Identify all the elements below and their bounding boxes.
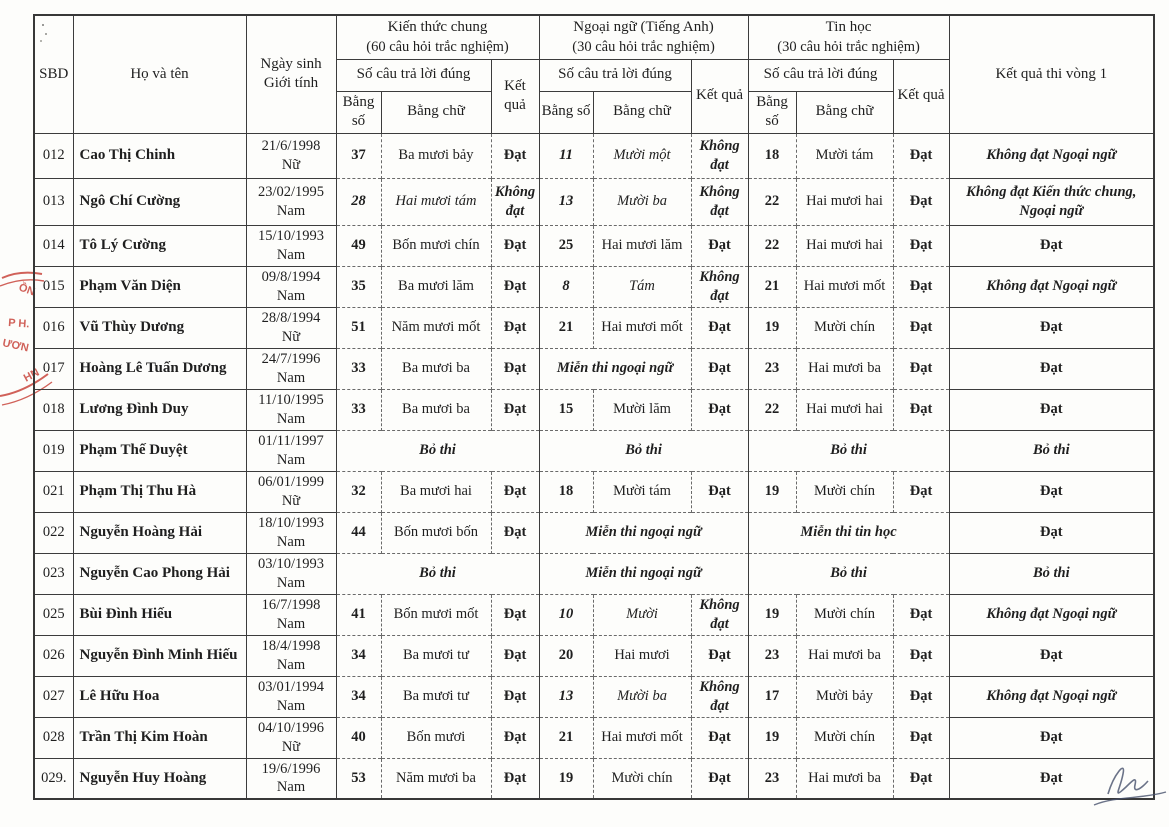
th-bang-chu: Hai mươi ba — [796, 758, 893, 799]
gender-value: Nam — [276, 202, 306, 219]
nn-bang-so-merged: Miễn thi ngoại ngữ — [539, 553, 748, 594]
table-row — [34, 133, 1154, 178]
table-row — [34, 594, 1154, 635]
dob-gender-cell — [246, 758, 336, 799]
dob-value: 04/10/1996 — [257, 720, 325, 737]
gender-value: Nam — [276, 246, 306, 263]
th-bang-so-merged: Bỏ thi — [748, 553, 949, 594]
nn-ket-qua: Đạt — [691, 471, 748, 512]
nn-bang-chu: Tám — [593, 266, 691, 307]
header-result: Kết quả — [893, 59, 949, 133]
ktc-bang-so: 33 — [336, 389, 381, 430]
header-group-informatics — [748, 15, 949, 59]
table-row — [34, 430, 1154, 471]
sbd-cell: 016 — [34, 307, 73, 348]
sbd-cell: 022 — [34, 512, 73, 553]
ktc-bang-chu: Ba mươi hai — [381, 471, 491, 512]
dob-value: 09/8/1994 — [261, 269, 321, 286]
gender-value: Nam — [276, 779, 306, 796]
ktc-bang-so: 35 — [336, 266, 381, 307]
nn-bang-chu: Hai mươi mốt — [593, 717, 691, 758]
candidate-name-cell: Phạm Văn Diện — [73, 266, 246, 307]
dob-value: 16/7/1998 — [261, 597, 321, 614]
ket-qua-vong-1: Đạt — [949, 635, 1154, 676]
nn-bang-chu: Mười — [593, 594, 691, 635]
nn-bang-so: 21 — [539, 717, 593, 758]
nn-bang-so: 20 — [539, 635, 593, 676]
header-result: Kết quả — [491, 59, 539, 133]
table-row — [34, 471, 1154, 512]
ktc-bang-chu: Ba mươi ba — [381, 389, 491, 430]
nn-ket-qua: Đạt — [691, 717, 748, 758]
dob-gender-cell — [246, 348, 336, 389]
nn-bang-so: 25 — [539, 225, 593, 266]
dob-gender-cell — [246, 178, 336, 225]
dob-gender-cell — [246, 389, 336, 430]
ktc-bang-chu: Bốn mươi chín — [381, 225, 491, 266]
candidate-name-cell: Trần Thị Kim Hoàn — [73, 717, 246, 758]
ktc-bang-chu: Hai mươi tám — [381, 178, 491, 225]
ktc-bang-chu: Ba mươi lăm — [381, 266, 491, 307]
results-table-body — [34, 133, 1154, 799]
th-ket-qua: Đạt — [893, 133, 949, 178]
th-bang-so: 23 — [748, 635, 796, 676]
nn-bang-so-merged: Bỏ thi — [539, 430, 748, 471]
nn-ket-qua: Không đạt — [691, 133, 748, 178]
nn-bang-so: 15 — [539, 389, 593, 430]
header-by-words: Bằng chữ — [381, 91, 491, 133]
dob-value: 21/6/1998 — [261, 138, 321, 155]
ktc-bang-so: 32 — [336, 471, 381, 512]
candidate-name-cell: Lê Hữu Hoa — [73, 676, 246, 717]
ktc-ket-qua: Đạt — [491, 266, 539, 307]
table-row — [34, 553, 1154, 594]
nn-ket-qua: Không đạt — [691, 266, 748, 307]
th-bang-so: 19 — [748, 717, 796, 758]
th-ket-qua: Đạt — [893, 348, 949, 389]
nn-ket-qua: Đạt — [691, 348, 748, 389]
group-title: Kiến thức chung — [387, 19, 488, 36]
dob-gender-cell — [246, 594, 336, 635]
dob-value: 03/10/1993 — [257, 556, 325, 573]
th-bang-chu: Hai mươi ba — [796, 635, 893, 676]
ktc-bang-chu: Ba mươi bảy — [381, 133, 491, 178]
candidate-name-cell: Tô Lý Cường — [73, 225, 246, 266]
ktc-ket-qua: Đạt — [491, 635, 539, 676]
nn-bang-so: 21 — [539, 307, 593, 348]
ket-qua-vong-1: Bỏ thi — [949, 553, 1154, 594]
dob-gender-cell — [246, 133, 336, 178]
sbd-cell: 027 — [34, 676, 73, 717]
ket-qua-vong-1: Không đạt Ngoại ngữ — [949, 594, 1154, 635]
ktc-bang-so: 37 — [336, 133, 381, 178]
gender-value: Nữ — [281, 156, 301, 173]
gender-value: Nam — [276, 369, 306, 386]
sbd-cell: 025 — [34, 594, 73, 635]
sbd-cell: 012 — [34, 133, 73, 178]
ktc-bang-chu: Năm mươi mốt — [381, 307, 491, 348]
header-final-result: Kết quả thi vòng 1 — [949, 15, 1154, 133]
ket-qua-vong-1: Đạt — [949, 758, 1154, 799]
candidate-name-cell: Ngô Chí Cường — [73, 178, 246, 225]
candidate-name-cell: Vũ Thùy Dương — [73, 307, 246, 348]
candidate-name-cell: Phạm Thế Duyệt — [73, 430, 246, 471]
th-bang-chu: Mười chín — [796, 717, 893, 758]
dob-value: 24/7/1996 — [261, 351, 321, 368]
nn-ket-qua: Đạt — [691, 758, 748, 799]
th-bang-so: 23 — [748, 758, 796, 799]
dob-gender-cell — [246, 471, 336, 512]
ktc-bang-so-merged: Bỏ thi — [336, 553, 539, 594]
ket-qua-vong-1: Không đạt Ngoại ngữ — [949, 676, 1154, 717]
candidate-name-cell: Lương Đình Duy — [73, 389, 246, 430]
table-row — [34, 178, 1154, 225]
gender-value: Nam — [276, 533, 306, 550]
dob-gender-cell — [246, 266, 336, 307]
th-bang-so: 22 — [748, 178, 796, 225]
results-table — [33, 14, 1155, 800]
ktc-ket-qua: Đạt — [491, 133, 539, 178]
nn-bang-chu: Mười lăm — [593, 389, 691, 430]
nn-ket-qua: Đạt — [691, 389, 748, 430]
nn-bang-so: 19 — [539, 758, 593, 799]
th-bang-so: 19 — [748, 307, 796, 348]
th-bang-so: 17 — [748, 676, 796, 717]
ktc-ket-qua: Đạt — [491, 512, 539, 553]
dob-gender-cell — [246, 717, 336, 758]
ket-qua-vong-1: Không đạt Ngoại ngữ — [949, 133, 1154, 178]
stamp-text-fragment: P H. — [7, 317, 30, 331]
group-subtitle: (60 câu hỏi trắc nghiệm) — [366, 38, 509, 55]
candidate-name-cell: Nguyễn Huy Hoàng — [73, 758, 246, 799]
th-bang-so: 22 — [748, 225, 796, 266]
th-bang-chu: Mười tám — [796, 133, 893, 178]
ket-qua-vong-1: Đạt — [949, 307, 1154, 348]
ktc-bang-so-merged: Bỏ thi — [336, 430, 539, 471]
candidate-name-cell: Nguyễn Hoàng Hải — [73, 512, 246, 553]
ket-qua-vong-1: Bỏ thi — [949, 430, 1154, 471]
nn-bang-chu: Mười tám — [593, 471, 691, 512]
sbd-cell: 026 — [34, 635, 73, 676]
candidate-name-cell: Bùi Đình Hiếu — [73, 594, 246, 635]
sbd-cell: 019 — [34, 430, 73, 471]
dob-value: 15/10/1993 — [257, 228, 325, 245]
header-correct-answers: Số câu trả lời đúng — [539, 59, 691, 91]
sbd-cell: 017 — [34, 348, 73, 389]
ktc-bang-chu: Ba mươi tư — [381, 635, 491, 676]
th-bang-chu: Mười chín — [796, 307, 893, 348]
nn-bang-chu: Hai mươi — [593, 635, 691, 676]
th-ket-qua: Đạt — [893, 717, 949, 758]
dob-gender-cell — [246, 553, 336, 594]
th-bang-so: 23 — [748, 348, 796, 389]
stamp-text-fragment: HN — [21, 366, 42, 385]
gender-value: Nam — [276, 574, 306, 591]
header-by-words: Bằng chữ — [796, 91, 893, 133]
header-group-general-knowledge — [336, 15, 539, 59]
ktc-ket-qua: Đạt — [491, 307, 539, 348]
th-ket-qua: Đạt — [893, 389, 949, 430]
th-bang-so: 19 — [748, 594, 796, 635]
dob-value: 19/6/1996 — [261, 761, 321, 778]
header-by-number: Bằng số — [539, 91, 593, 133]
table-header — [34, 15, 1154, 133]
nn-bang-chu: Hai mươi lăm — [593, 225, 691, 266]
header-by-words: Bằng chữ — [593, 91, 691, 133]
header-by-number: Bằng số — [748, 91, 796, 133]
ktc-ket-qua: Đạt — [491, 676, 539, 717]
nn-bang-chu: Mười ba — [593, 178, 691, 225]
ktc-ket-qua: Đạt — [491, 348, 539, 389]
gender-value: Nam — [276, 451, 306, 468]
gender-value: Nam — [276, 615, 306, 632]
th-bang-chu: Mười chín — [796, 471, 893, 512]
ktc-bang-so: 49 — [336, 225, 381, 266]
group-title: Tin học — [825, 19, 872, 36]
th-bang-chu: Mười bảy — [796, 676, 893, 717]
table-row — [34, 676, 1154, 717]
ktc-ket-qua: Đạt — [491, 389, 539, 430]
ket-qua-vong-1: Đạt — [949, 348, 1154, 389]
sbd-cell: 023 — [34, 553, 73, 594]
ktc-bang-so: 28 — [336, 178, 381, 225]
header-dob-line2: Giới tính — [263, 75, 319, 92]
stamp-text-fragment: ƯƠN — [1, 337, 30, 355]
dob-gender-cell — [246, 225, 336, 266]
gender-value: Nữ — [281, 738, 301, 755]
candidate-name-cell: Hoàng Lê Tuấn Dương — [73, 348, 246, 389]
ktc-bang-so: 34 — [336, 635, 381, 676]
th-ket-qua: Đạt — [893, 471, 949, 512]
nn-bang-so: 11 — [539, 133, 593, 178]
nn-ket-qua: Không đạt — [691, 594, 748, 635]
table-row — [34, 635, 1154, 676]
th-ket-qua: Đạt — [893, 178, 949, 225]
table-row — [34, 389, 1154, 430]
header-dob-line1: Ngày sinh — [260, 55, 322, 72]
table-row — [34, 512, 1154, 553]
th-bang-so: 22 — [748, 389, 796, 430]
gender-value: Nam — [276, 287, 306, 304]
nn-bang-chu: Hai mươi mốt — [593, 307, 691, 348]
header-sbd: SBD — [34, 15, 73, 133]
th-bang-chu: Hai mươi hai — [796, 389, 893, 430]
header-result: Kết quả — [691, 59, 748, 133]
th-ket-qua: Đạt — [893, 635, 949, 676]
ktc-bang-chu: Bốn mươi bốn — [381, 512, 491, 553]
nn-ket-qua: Đạt — [691, 307, 748, 348]
header-by-number: Bằng số — [336, 91, 381, 133]
ket-qua-vong-1: Không đạt Ngoại ngữ — [949, 266, 1154, 307]
nn-bang-chu: Mười ba — [593, 676, 691, 717]
ktc-bang-so: 44 — [336, 512, 381, 553]
th-ket-qua: Đạt — [893, 594, 949, 635]
table-row — [34, 717, 1154, 758]
table-row — [34, 758, 1154, 799]
nn-bang-so-merged: Miễn thi ngoại ngữ — [539, 512, 748, 553]
nn-ket-qua: Đạt — [691, 225, 748, 266]
header-correct-answers: Số câu trả lời đúng — [336, 59, 491, 91]
table-row — [34, 307, 1154, 348]
header-name: Họ và tên — [73, 15, 246, 133]
ktc-ket-qua: Đạt — [491, 471, 539, 512]
ktc-bang-so: 41 — [336, 594, 381, 635]
th-bang-chu: Hai mươi hai — [796, 178, 893, 225]
header-dob-gender — [246, 15, 336, 133]
sbd-cell: 028 — [34, 717, 73, 758]
nn-bang-chu: Mười một — [593, 133, 691, 178]
ktc-bang-so: 51 — [336, 307, 381, 348]
nn-bang-so: 18 — [539, 471, 593, 512]
signature-mark — [1086, 750, 1169, 820]
th-ket-qua: Đạt — [893, 676, 949, 717]
group-subtitle: (30 câu hỏi trắc nghiệm) — [572, 38, 715, 55]
sbd-cell: 014 — [34, 225, 73, 266]
ket-qua-vong-1: Không đạt Kiến thức chung, Ngoại ngữ — [949, 178, 1154, 225]
nn-ket-qua: Không đạt — [691, 676, 748, 717]
table-row — [34, 348, 1154, 389]
ktc-bang-chu: Bốn mươi mốt — [381, 594, 491, 635]
nn-bang-so-merged: Miễn thi ngoại ngữ — [539, 348, 691, 389]
nn-bang-so: 13 — [539, 676, 593, 717]
sbd-cell: 018 — [34, 389, 73, 430]
th-ket-qua: Đạt — [893, 266, 949, 307]
th-ket-qua: Đạt — [893, 225, 949, 266]
th-bang-so: 18 — [748, 133, 796, 178]
dob-value: 11/10/1995 — [258, 392, 324, 409]
ktc-bang-chu: Ba mươi tư — [381, 676, 491, 717]
ket-qua-vong-1: Đạt — [949, 389, 1154, 430]
ktc-ket-qua: Đạt — [491, 717, 539, 758]
ktc-ket-qua: Đạt — [491, 594, 539, 635]
gender-value: Nam — [276, 697, 306, 714]
ket-qua-vong-1: Đạt — [949, 225, 1154, 266]
candidate-name-cell: Phạm Thị Thu Hà — [73, 471, 246, 512]
ktc-bang-so: 33 — [336, 348, 381, 389]
ktc-ket-qua: Không đạt — [491, 178, 539, 225]
dob-gender-cell — [246, 635, 336, 676]
dob-value: 18/4/1998 — [261, 638, 321, 655]
ket-qua-vong-1: Đạt — [949, 471, 1154, 512]
stamp-text-fragment: ỒN — [16, 281, 37, 299]
th-bang-chu: Mười chín — [796, 594, 893, 635]
gender-value: Nam — [276, 410, 306, 427]
th-bang-so-merged: Miễn thi tin học — [748, 512, 949, 553]
header-correct-answers: Số câu trả lời đúng — [748, 59, 893, 91]
dob-value: 28/8/1994 — [261, 310, 321, 327]
ket-qua-vong-1: Đạt — [949, 512, 1154, 553]
ktc-bang-so: 40 — [336, 717, 381, 758]
th-bang-so: 21 — [748, 266, 796, 307]
candidate-name-cell: Nguyễn Cao Phong Hải — [73, 553, 246, 594]
ktc-ket-qua: Đạt — [491, 758, 539, 799]
dob-value: 18/10/1993 — [257, 515, 325, 532]
candidate-name-cell: Nguyễn Đình Minh Hiếu — [73, 635, 246, 676]
ktc-bang-so: 34 — [336, 676, 381, 717]
dob-gender-cell — [246, 676, 336, 717]
ktc-bang-so: 53 — [336, 758, 381, 799]
table-row — [34, 225, 1154, 266]
sbd-cell: 029. — [34, 758, 73, 799]
th-bang-chu: Hai mươi ba — [796, 348, 893, 389]
group-subtitle: (30 câu hỏi trắc nghiệm) — [777, 38, 920, 55]
nn-ket-qua: Đạt — [691, 635, 748, 676]
dob-value: 23/02/1995 — [257, 184, 325, 201]
sbd-cell: 013 — [34, 178, 73, 225]
nn-bang-so: 13 — [539, 178, 593, 225]
dob-gender-cell — [246, 512, 336, 553]
th-bang-chu: Hai mươi hai — [796, 225, 893, 266]
dob-gender-cell — [246, 430, 336, 471]
nn-bang-chu: Mười chín — [593, 758, 691, 799]
nn-ket-qua: Không đạt — [691, 178, 748, 225]
nn-bang-so: 10 — [539, 594, 593, 635]
sbd-cell: 021 — [34, 471, 73, 512]
gender-value: Nam — [276, 656, 306, 673]
th-bang-so: 19 — [748, 471, 796, 512]
group-title: Ngoại ngữ (Tiếng Anh) — [573, 19, 714, 36]
th-ket-qua: Đạt — [893, 307, 949, 348]
header-group-foreign-language — [539, 15, 748, 59]
ktc-bang-chu: Bốn mươi — [381, 717, 491, 758]
dob-gender-cell — [246, 307, 336, 348]
ktc-bang-chu: Năm mươi ba — [381, 758, 491, 799]
th-bang-chu: Hai mươi mốt — [796, 266, 893, 307]
gender-value: Nữ — [281, 492, 301, 509]
table-row — [34, 266, 1154, 307]
dob-value: 01/11/1997 — [258, 433, 324, 450]
sbd-cell: 015 — [34, 266, 73, 307]
dob-value: 06/01/1999 — [257, 474, 325, 491]
ktc-ket-qua: Đạt — [491, 225, 539, 266]
th-ket-qua: Đạt — [893, 758, 949, 799]
th-bang-so-merged: Bỏ thi — [748, 430, 949, 471]
dob-value: 03/01/1994 — [257, 679, 325, 696]
candidate-name-cell: Cao Thị Chinh — [73, 133, 246, 178]
ktc-bang-chu: Ba mươi ba — [381, 348, 491, 389]
nn-bang-so: 8 — [539, 266, 593, 307]
gender-value: Nữ — [281, 328, 301, 345]
ket-qua-vong-1: Đạt — [949, 717, 1154, 758]
